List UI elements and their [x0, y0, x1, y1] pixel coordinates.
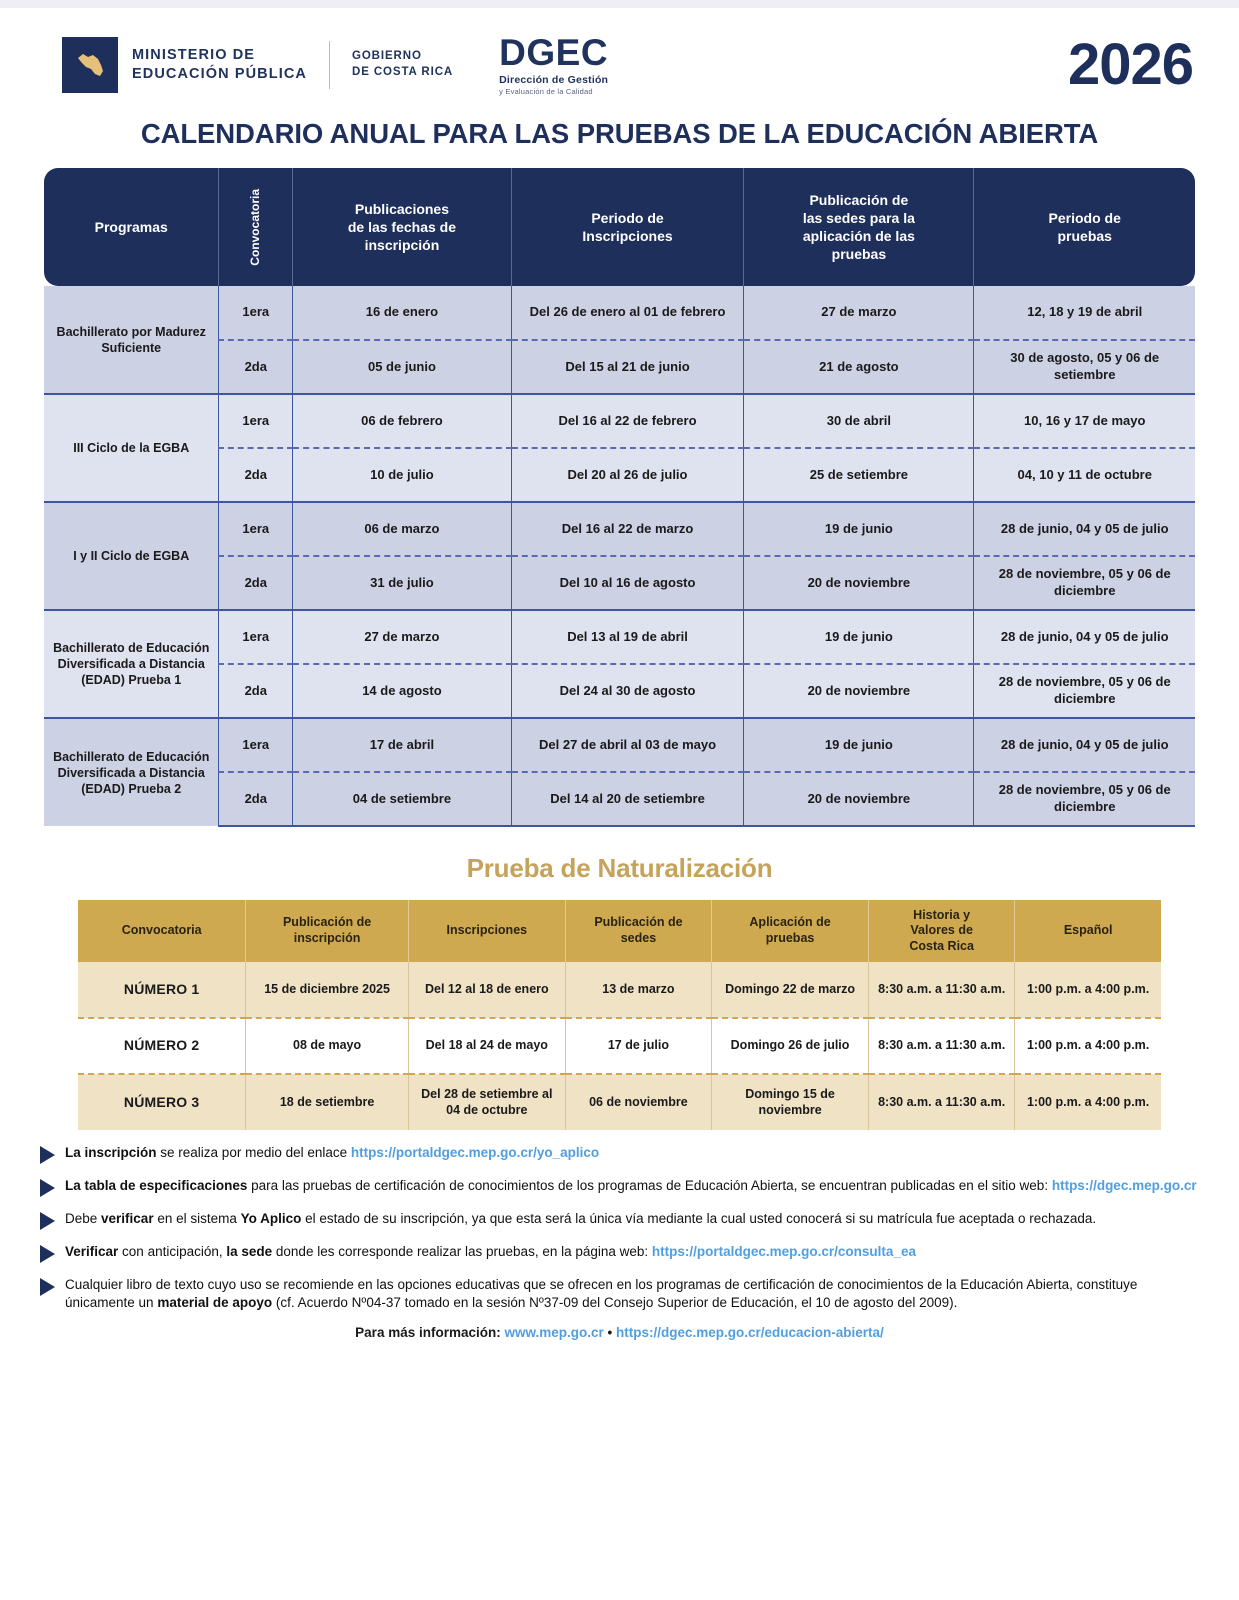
nh3-l2: sedes	[620, 931, 657, 945]
footer-link-dgec[interactable]: https://dgec.mep.go.cr/educacion-abierta/	[616, 1324, 884, 1340]
convocatoria-cell: 1era	[219, 718, 293, 772]
ph-line2: de las fechas de	[347, 218, 457, 235]
periodo-pruebas-cell: 12, 18 y 19 de abril	[974, 286, 1195, 340]
nat-col-historia	[869, 900, 1015, 962]
nat-aplicacion-pruebas-cell: Domingo 26 de julio	[712, 1018, 869, 1074]
periodo-pruebas-cell: 28 de noviembre, 05 y 06 de diciembre	[974, 664, 1195, 718]
convocatoria-cell: 1era	[219, 502, 293, 556]
nh1-l2: inscripción	[293, 931, 361, 945]
top-accent-bar	[0, 0, 1239, 8]
periodo-inscripciones-cell: Del 10 al 16 de agosto	[511, 556, 744, 610]
publicacion-fechas-cell: 31 de julio	[293, 556, 512, 610]
table-row	[44, 610, 1195, 664]
note-plain: donde les corresponde realizar las pruebas, en la página web:	[272, 1244, 652, 1259]
nat-col-espanol: Español	[1015, 900, 1161, 962]
nat-col-aplicacion-pruebas	[712, 900, 869, 962]
nat-publicacion-inscripcion-cell: 18 de setiembre	[246, 1074, 408, 1130]
footer-prefix: Para más información:	[355, 1324, 505, 1340]
convocatoria-cell: 1era	[219, 610, 293, 664]
periodo-inscripciones-cell: Del 27 de abril al 03 de mayo	[511, 718, 744, 772]
pi-line2: Inscripciones	[582, 228, 673, 244]
note-item	[40, 1210, 1203, 1230]
note-plain: se realiza por medio del enlace	[156, 1145, 351, 1160]
periodo-pruebas-cell: 30 de agosto, 05 y 06 de setiembre	[974, 340, 1195, 394]
col-header-convocatoria	[219, 168, 293, 286]
col-header-periodo-inscripciones	[511, 168, 744, 286]
note-bold: Yo Aplico	[240, 1211, 302, 1226]
naturalizacion-title: Prueba de Naturalización	[466, 853, 773, 883]
footer-info	[0, 1325, 1239, 1340]
periodo-pruebas-cell: 28 de junio, 04 y 05 de julio	[974, 718, 1195, 772]
nh5-l3: Costa Rica	[909, 938, 974, 953]
publicacion-sedes-cell: 20 de noviembre	[744, 772, 974, 826]
nat-col-convocatoria: Convocatoria	[78, 900, 246, 962]
nat-publicacion-sedes-cell: 17 de julio	[565, 1018, 711, 1074]
col-header-publicacion-fechas	[293, 168, 512, 286]
note-plain: con anticipación,	[118, 1244, 227, 1259]
gobierno-line-2: DE COSTA RICA	[351, 66, 454, 78]
nat-espanol-cell: 1:00 p.m. a 4:00 p.m.	[1015, 1018, 1161, 1074]
publicacion-fechas-cell: 27 de marzo	[293, 610, 512, 664]
nat-espanol-cell: 1:00 p.m. a 4:00 p.m.	[1015, 1074, 1161, 1130]
note-text	[65, 1243, 916, 1261]
convocatoria-cell: 2da	[219, 340, 293, 394]
pi-line1: Periodo de	[591, 209, 664, 226]
periodo-inscripciones-cell: Del 14 al 20 de setiembre	[511, 772, 744, 826]
nh5-l2: Valores de	[910, 923, 973, 938]
table-row	[78, 1074, 1161, 1130]
year-label: 2026	[1067, 32, 1193, 97]
nat-publicacion-sedes-cell: 06 de noviembre	[565, 1074, 711, 1130]
note-item	[40, 1144, 1203, 1164]
publicacion-sedes-cell: 19 de junio	[744, 610, 974, 664]
mep-logo	[62, 37, 307, 93]
note-bold: verificar	[101, 1211, 154, 1226]
nh4-l2: pruebas	[765, 931, 815, 945]
note-text	[65, 1144, 599, 1162]
nh3-l1: Publicación de	[594, 915, 683, 930]
periodo-pruebas-cell: 28 de noviembre, 05 y 06 de diciembre	[974, 772, 1195, 826]
periodo-pruebas-cell: 28 de junio, 04 y 05 de julio	[974, 610, 1195, 664]
note-bold: material de apoyo	[157, 1294, 273, 1310]
publicacion-sedes-cell: 30 de abril	[744, 394, 974, 448]
footer-link-mep[interactable]: www.mep.go.cr	[504, 1324, 604, 1340]
nat-historia-cell: 8:30 a.m. a 11:30 a.m.	[869, 1074, 1015, 1130]
ps-line1: Publicación de	[809, 191, 909, 208]
nat-col-inscripciones: Inscripciones	[408, 900, 565, 962]
periodo-pruebas-cell: 28 de noviembre, 05 y 06 de diciembre	[974, 556, 1195, 610]
nat-col-publicacion-sedes	[565, 900, 711, 962]
note-plain: Cualquier libro de texto cuyo uso se recomiende en las opciones educativas que se ofrecen en los programas de certificación de conocimientos de la Educación Abierta, constituye únicamente un	[65, 1277, 1138, 1310]
convocatoria-cell: 1era	[219, 286, 293, 340]
note-plain: Debe	[65, 1211, 102, 1226]
note-link[interactable]: https://portaldgec.mep.go.cr/yo_aplico	[350, 1145, 600, 1160]
publicacion-fechas-cell: 14 de agosto	[293, 664, 512, 718]
nat-publicacion-inscripcion-cell: 15 de diciembre 2025	[246, 962, 408, 1018]
note-plain: el estado de su inscripción, ya que esta será la única vía mediante la cual usted conocerá si su matrícula fue aceptada o rechazada.	[301, 1211, 1097, 1226]
note-link[interactable]: https://portaldgec.mep.go.cr/consulta_ea	[651, 1244, 916, 1259]
mep-logo-text	[132, 46, 307, 84]
triangle-bullet-icon	[40, 1212, 55, 1230]
col-header-publicacion-sedes	[744, 168, 974, 286]
note-item	[40, 1276, 1203, 1312]
page-header	[0, 8, 1239, 96]
header-divider	[329, 41, 330, 89]
note-plain: en el sistema	[153, 1211, 241, 1226]
nat-aplicacion-pruebas-cell: Domingo 22 de marzo	[712, 962, 869, 1018]
nh1-l1: Publicación de	[282, 915, 372, 930]
convocatoria-cell: 2da	[219, 556, 293, 610]
nat-espanol-cell: 1:00 p.m. a 4:00 p.m.	[1015, 962, 1161, 1018]
mep-line-2: EDUCACIÓN PÚBLICA	[132, 66, 307, 82]
periodo-inscripciones-cell: Del 26 de enero al 01 de febrero	[511, 286, 744, 340]
publicacion-fechas-cell: 04 de setiembre	[293, 772, 512, 826]
table-row	[44, 394, 1195, 448]
periodo-pruebas-cell: 28 de junio, 04 y 05 de julio	[974, 502, 1195, 556]
publicacion-fechas-cell: 05 de junio	[293, 340, 512, 394]
nh4-l1: Aplicación de	[749, 915, 831, 930]
publicacion-sedes-cell: 25 de setiembre	[744, 448, 974, 502]
pp-line2: pruebas	[1057, 228, 1112, 244]
nat-inscripciones-cell: Del 18 al 24 de mayo	[408, 1018, 565, 1074]
col-header-periodo-pruebas	[974, 168, 1195, 286]
table-row	[44, 286, 1195, 340]
nat-historia-cell: 8:30 a.m. a 11:30 a.m.	[869, 1018, 1015, 1074]
notes-list	[0, 1130, 1239, 1312]
triangle-bullet-icon	[40, 1179, 55, 1197]
publicacion-fechas-cell: 16 de enero	[293, 286, 512, 340]
nat-col-publicacion-inscripcion	[246, 900, 408, 962]
note-bold: La tabla de especificaciones	[65, 1178, 248, 1193]
mep-line-1: MINISTERIO DE	[132, 46, 256, 63]
col-header-convocatoria-label: Convocatoria	[247, 188, 262, 266]
calendar-table	[44, 168, 1195, 827]
dgec-acronym: DGEC	[499, 32, 609, 73]
publicacion-sedes-cell: 19 de junio	[744, 502, 974, 556]
gobierno-logo-text	[352, 49, 453, 80]
program-name-cell: Bachillerato por Madurez Suficiente	[44, 286, 219, 394]
periodo-pruebas-cell: 04, 10 y 11 de octubre	[974, 448, 1195, 502]
triangle-bullet-icon	[40, 1146, 55, 1164]
periodo-pruebas-cell: 10, 16 y 17 de mayo	[974, 394, 1195, 448]
table-row	[78, 1018, 1161, 1074]
nat-convocatoria-cell: NÚMERO 2	[78, 1018, 246, 1074]
page-title: CALENDARIO ANUAL PARA LAS PRUEBAS DE LA EDUCACIÓN ABIERTA	[140, 118, 1099, 149]
publicacion-sedes-cell: 20 de noviembre	[744, 664, 974, 718]
ps-line4: pruebas	[831, 246, 887, 263]
publicacion-sedes-cell: 20 de noviembre	[744, 556, 974, 610]
note-text	[65, 1177, 1197, 1195]
publicacion-sedes-cell: 27 de marzo	[744, 286, 974, 340]
dgec-subtitle-2: y Evaluación de la Calidad	[499, 87, 593, 96]
note-link[interactable]: https://dgec.mep.go.cr	[1051, 1178, 1197, 1193]
note-item	[40, 1243, 1203, 1263]
nat-convocatoria-cell: NÚMERO 3	[78, 1074, 246, 1130]
program-name-cell: Bachillerato de Educación Diversificada a Distancia (EDAD) Prueba 1	[44, 610, 219, 718]
nat-inscripciones-cell: Del 12 al 18 de enero	[408, 962, 565, 1018]
periodo-inscripciones-cell: Del 16 al 22 de febrero	[511, 394, 744, 448]
convocatoria-cell: 2da	[219, 664, 293, 718]
triangle-bullet-icon	[40, 1278, 55, 1296]
publicacion-sedes-cell: 19 de junio	[744, 718, 974, 772]
note-text	[65, 1210, 1096, 1228]
pp-line1: Periodo de	[1048, 209, 1121, 226]
naturalizacion-header-row	[78, 900, 1161, 962]
triangle-bullet-icon	[40, 1245, 55, 1263]
note-plain: (cf. Acuerdo Nº04-37 tomado en la sesión Nº37-09 del Consejo Superior de Educación, el 10 de agosto del 2009).	[272, 1294, 958, 1310]
periodo-inscripciones-cell: Del 24 al 30 de agosto	[511, 664, 744, 718]
note-bold: Verificar	[65, 1244, 119, 1259]
periodo-inscripciones-cell: Del 16 al 22 de marzo	[511, 502, 744, 556]
note-item	[40, 1177, 1203, 1197]
program-name-cell: I y II Ciclo de EGBA	[44, 502, 219, 610]
nat-inscripciones-cell: Del 28 de setiembre al 04 de octubre	[408, 1074, 565, 1130]
convocatoria-cell: 1era	[219, 394, 293, 448]
periodo-inscripciones-cell: Del 15 al 21 de junio	[511, 340, 744, 394]
publicacion-fechas-cell: 06 de marzo	[293, 502, 512, 556]
publicacion-sedes-cell: 21 de agosto	[744, 340, 974, 394]
publicacion-fechas-cell: 17 de abril	[293, 718, 512, 772]
nat-aplicacion-pruebas-cell: Domingo 15 de noviembre	[712, 1074, 869, 1130]
ps-line3: aplicación de las	[802, 228, 915, 244]
gobierno-line-1: GOBIERNO	[351, 50, 422, 63]
note-plain: para las pruebas de certificación de conocimientos de los programas de Educación Abierta, se encuentran publicadas en el sitio web:	[247, 1178, 1052, 1193]
naturalizacion-table-wrapper	[0, 900, 1239, 1130]
convocatoria-cell: 2da	[219, 772, 293, 826]
nat-convocatoria-cell: NÚMERO 1	[78, 962, 246, 1018]
program-name-cell: III Ciclo de la EGBA	[44, 394, 219, 502]
table-row	[44, 718, 1195, 772]
table-row	[44, 502, 1195, 556]
calendar-header-row	[44, 168, 1195, 286]
periodo-inscripciones-cell: Del 20 al 26 de julio	[511, 448, 744, 502]
note-text	[65, 1276, 1203, 1312]
periodo-inscripciones-cell: Del 13 al 19 de abril	[511, 610, 744, 664]
note-bold: la sede	[226, 1244, 273, 1259]
footer-separator: •	[603, 1324, 616, 1340]
naturalizacion-table	[78, 900, 1161, 1130]
nat-publicacion-sedes-cell: 13 de marzo	[565, 962, 711, 1018]
ph-line3: inscripción	[364, 237, 440, 254]
costa-rica-map-icon	[62, 37, 118, 93]
ph-line1: Publicaciones	[354, 200, 450, 217]
publicacion-fechas-cell: 10 de julio	[293, 448, 512, 502]
ps-line2: las sedes para la	[802, 209, 915, 226]
col-header-programas: Programas	[44, 168, 219, 286]
convocatoria-cell: 2da	[219, 448, 293, 502]
dgec-logo	[499, 34, 608, 96]
nh5-l1: Historia y	[913, 907, 971, 922]
nat-historia-cell: 8:30 a.m. a 11:30 a.m.	[869, 962, 1015, 1018]
note-bold: La inscripción	[65, 1145, 157, 1160]
calendar-table-wrapper	[0, 168, 1239, 827]
program-name-cell: Bachillerato de Educación Diversificada a Distancia (EDAD) Prueba 2	[44, 718, 219, 826]
table-row	[78, 962, 1161, 1018]
dgec-subtitle-1: Dirección de Gestión	[499, 74, 609, 86]
publicacion-fechas-cell: 06 de febrero	[293, 394, 512, 448]
nat-publicacion-inscripcion-cell: 08 de mayo	[246, 1018, 408, 1074]
